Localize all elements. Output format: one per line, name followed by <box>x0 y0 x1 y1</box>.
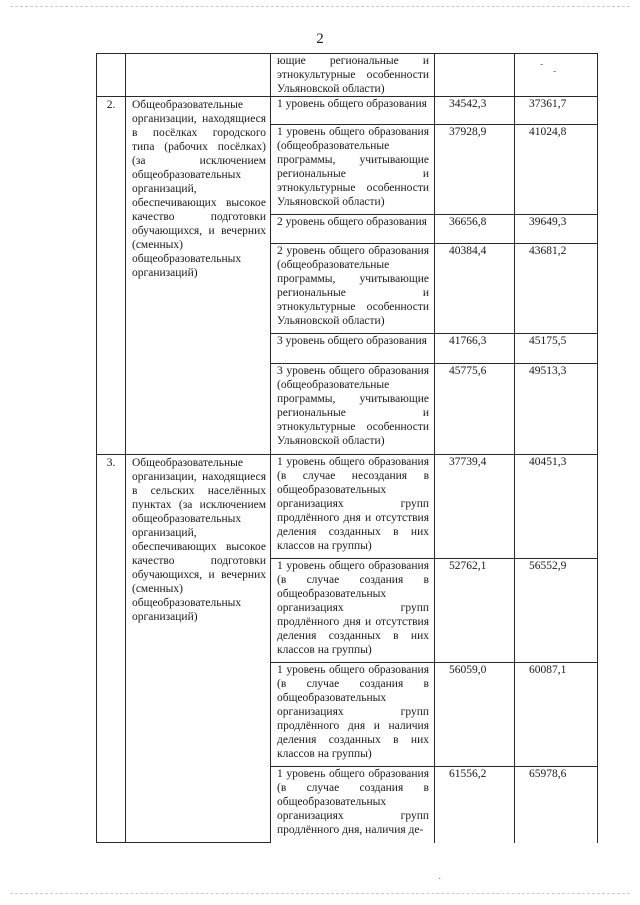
value-col-1: 40384,4 <box>435 244 515 334</box>
value-col-1: 37739,4 <box>435 455 515 559</box>
page-number: 2 <box>316 31 324 47</box>
education-level: 2 уровень общего образования (общеобразовательные программы, учитывающие региональные и этнокультурные особенности Ульяновской области) <box>271 244 435 334</box>
row-index: 2. <box>97 97 126 455</box>
value-col-2: 65978,6 <box>515 767 598 843</box>
value-col-1 <box>435 54 515 97</box>
education-level: 1 уровень общего образования <box>271 97 435 125</box>
table-row <box>97 455 598 559</box>
value-col-1: 52762,1 <box>435 559 515 663</box>
education-level: 1 уровень общего образования (в случае создания в общеобразовательных организациях групп продлённого дня, наличия де- <box>271 767 435 843</box>
value-col-1: 41766,3 <box>435 334 515 364</box>
value-col-2: 39649,3 <box>515 215 598 244</box>
education-level: 3 уровень общего образования (общеобразовательные программы, учитывающие региональные и этнокультурные особенности Ульяновской области) <box>271 364 435 455</box>
organization-type <box>126 54 271 97</box>
value-col-2: 41024,8 <box>515 125 598 215</box>
value-col-1: 61556,2 <box>435 767 515 843</box>
education-level: 1 уровень общего образования (в случае создания в общеобразовательных организациях групп продлённого дня и отсутствия деления созданных в них классов на группы) <box>271 559 435 663</box>
value-col-2: 43681,2 <box>515 244 598 334</box>
tariff-table <box>96 53 598 843</box>
scan-edge-top <box>10 6 630 7</box>
value-col-2: 40451,3 <box>515 455 598 559</box>
row-index <box>97 54 126 97</box>
value-col-2: 49513,3 <box>515 364 598 455</box>
education-level: 1 уровень общего образования (в случае создания в общеобразовательных организациях групп продлённого дня и наличия деления созданных в них классов на группы) <box>271 663 435 767</box>
table-row <box>97 97 598 125</box>
education-level: 2 уровень общего образования <box>271 215 435 244</box>
scan-edge-bottom <box>10 893 630 894</box>
value-col-1: 45775,6 <box>435 364 515 455</box>
value-col-1: 34542,3 <box>435 97 515 125</box>
education-level: 3 уровень общего образования <box>271 334 435 364</box>
value-col-1: 37928,9 <box>435 125 515 215</box>
value-col-1: 36656,8 <box>435 215 515 244</box>
education-level: ющие региональные и этнокультурные особенности Ульяновской области) <box>271 54 435 97</box>
scan-speck: · <box>438 874 442 885</box>
organization-type: Общеобразовательные организации, находящиеся в сельских населённых пунктах (за исключением общеобразовательных организаций, обеспечивающих высокое качество подготовки обучающихся, и вечерних (сменных) общеобразовательных организаций) <box>126 455 271 843</box>
organization-type: Общеобразовательные организации, находящиеся в посёлках городского типа (рабочих посёлках) (за исключением общеобразовательных организаций, обеспечивающих высокое качество подготовки обучающихся, и вечерних (сменных) общеобразовательных организаций) <box>126 97 271 455</box>
value-col-2: 56552,9 <box>515 559 598 663</box>
table-row <box>97 54 598 97</box>
value-col-2: 37361,7 <box>515 97 598 125</box>
scan-speck: - <box>553 66 557 77</box>
value-col-2: 45175,5 <box>515 334 598 364</box>
row-index: 3. <box>97 455 126 843</box>
education-level: 1 уровень общего образования (общеобразовательные программы, учитывающие региональные и этнокультурные особенности Ульяновской области) <box>271 125 435 215</box>
scan-speck: - <box>540 59 544 70</box>
education-level: 1 уровень общего образования (в случае несоздания в общеобразовательных организациях групп продлённого дня и отсутствия деления созданных в них классов на группы) <box>271 455 435 559</box>
value-col-1: 56059,0 <box>435 663 515 767</box>
value-col-2: 60087,1 <box>515 663 598 767</box>
